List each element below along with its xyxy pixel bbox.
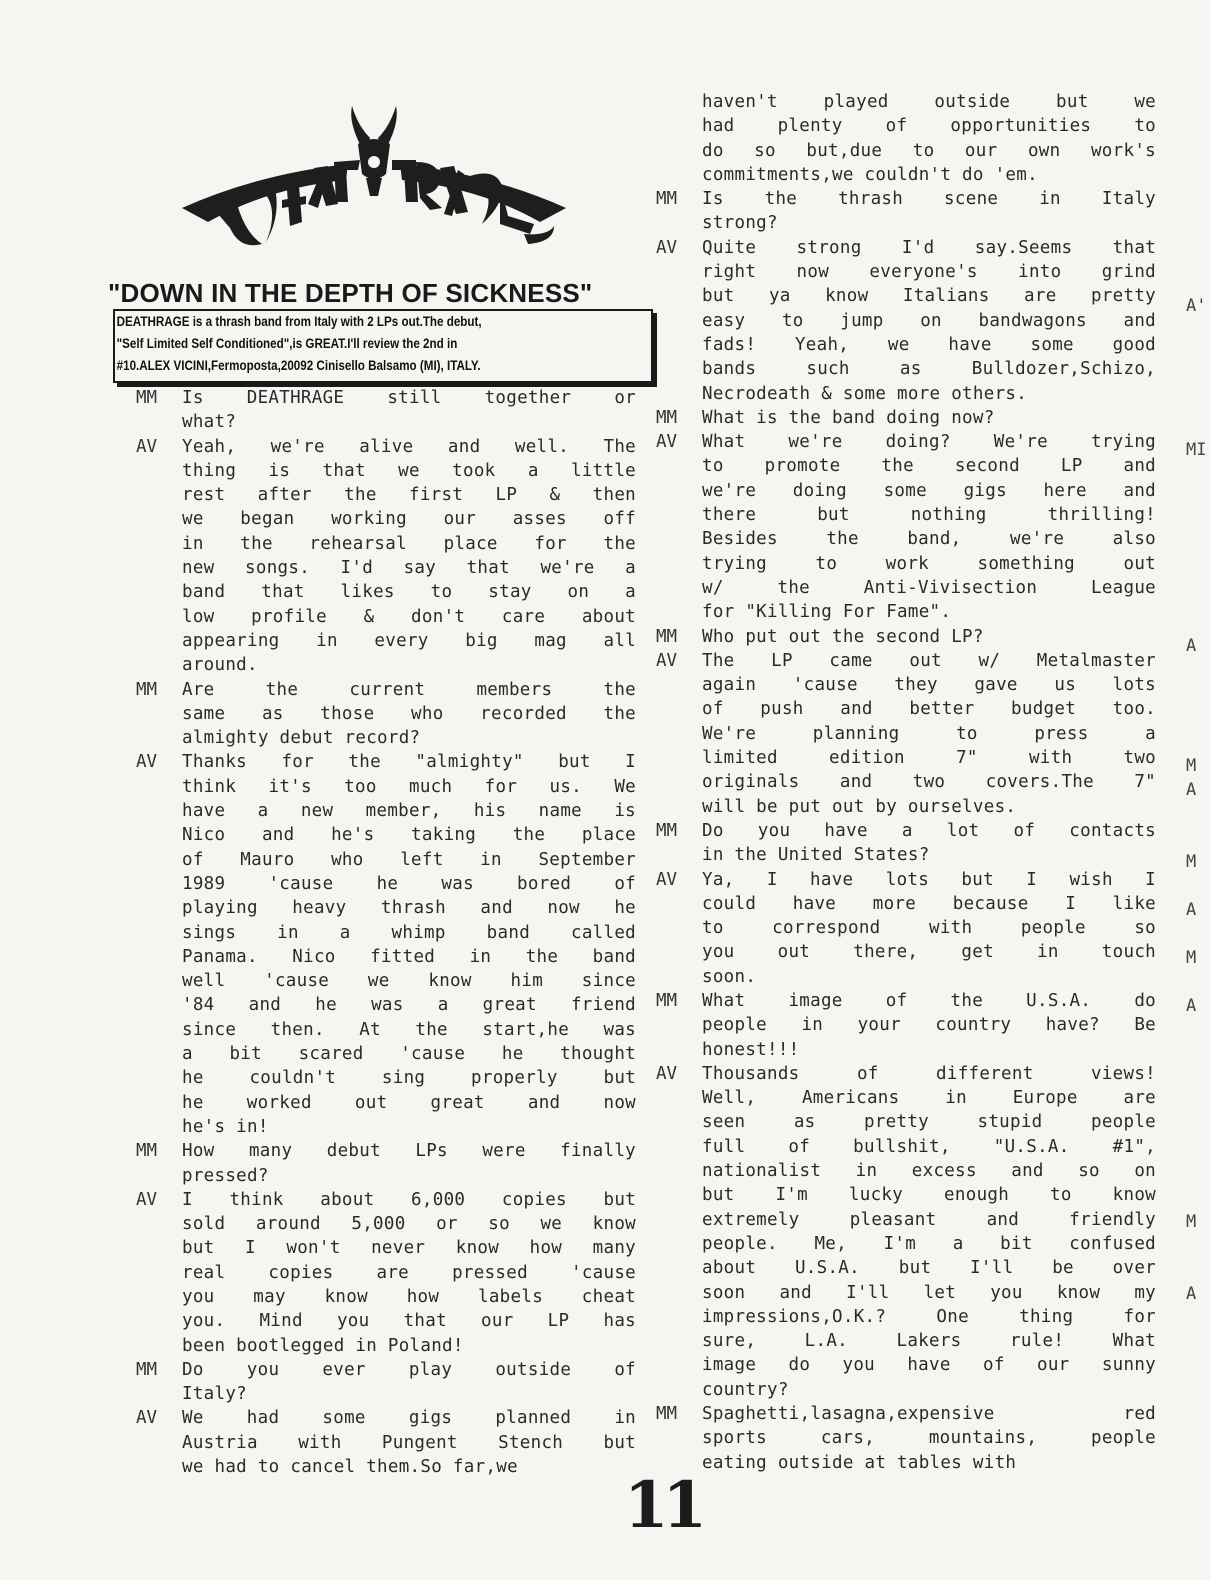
text-line: in the rehearsal place for the	[182, 533, 636, 554]
text-line: he's in!	[182, 1116, 269, 1137]
text-line: honest!!!	[702, 1039, 800, 1060]
text-line: easy to jump on bandwagons and	[702, 310, 1156, 331]
text-line: Do you ever play outside of	[182, 1359, 636, 1380]
speaker-label: AV	[136, 1408, 158, 1429]
text-line: could have more because I like	[702, 893, 1156, 914]
text-line: been bootlegged in Poland!	[182, 1335, 464, 1356]
text-line: '84 and he was a great friend	[182, 995, 636, 1016]
speaker-label: AV	[656, 237, 678, 258]
text-line: What is the band doing now?	[702, 407, 995, 428]
text-line: 1989 'cause he was bored of	[182, 873, 636, 894]
entry-text	[702, 406, 1156, 430]
edge-fragment: MI	[1186, 440, 1207, 460]
speaker-label: MM	[136, 388, 158, 408]
speaker-label: MM	[656, 407, 678, 428]
text-line: he worked out great and now	[182, 1092, 636, 1113]
text-line: trying to work something out	[702, 553, 1156, 574]
text-line: extremely pleasant and friendly	[702, 1209, 1156, 1230]
text-line: What we're doing? We're trying	[702, 432, 1156, 453]
entry-text	[182, 750, 636, 1139]
question-entry	[656, 406, 1156, 430]
text-line: Well, Americans in Europe are	[702, 1088, 1156, 1109]
entry-text	[702, 649, 1156, 819]
text-line: new songs. I'd say that we're a	[182, 558, 636, 579]
text-line: but I'm lucky enough to know	[702, 1185, 1156, 1206]
info-line: #10.ALEX VICINI,Fermoposta,20092 Cinisello Balsamo (MI), ITALY.	[116, 358, 481, 374]
answer-entry	[656, 236, 1156, 406]
entry-text	[702, 90, 1156, 187]
text-line: Nico and he's taking the place	[182, 825, 636, 846]
text-line: limited edition 7" with two	[702, 748, 1156, 769]
text-line: Do you have a lot of contacts	[702, 820, 1156, 841]
text-line: you out there, get in touch	[702, 942, 1156, 963]
page-number: 11	[624, 1468, 702, 1543]
speaker-label: MM	[656, 189, 678, 210]
text-line: we're doing some gigs here and	[702, 480, 1156, 501]
answer-entry	[656, 1062, 1156, 1402]
text-line: do so but,due to our own work's	[702, 140, 1156, 161]
question-entry	[656, 1402, 1156, 1475]
text-line: will be put out by ourselves.	[702, 796, 1017, 817]
text-line: Is DEATHRAGE still together or	[182, 388, 636, 408]
entry-text	[702, 236, 1156, 406]
speaker-label: MM	[136, 679, 158, 700]
text-line: strong?	[702, 213, 778, 234]
text-line: to correspond with people so	[702, 918, 1156, 939]
entry-text	[702, 187, 1156, 236]
answer-entry	[136, 750, 636, 1139]
question-entry	[656, 187, 1156, 236]
edge-fragment: A	[1186, 900, 1197, 920]
edge-fragment: M	[1186, 948, 1197, 968]
entry-text	[182, 386, 636, 435]
text-line: haven't played outside but we	[702, 92, 1156, 112]
text-line: sings in a whimp band called	[182, 922, 636, 943]
speaker-label: AV	[136, 752, 158, 773]
answer-entry	[656, 649, 1156, 819]
text-line: sports cars, mountains, people	[702, 1428, 1156, 1449]
text-line: Austria with Pungent Stench but	[182, 1432, 636, 1453]
text-line: well 'cause we know him since	[182, 971, 636, 992]
speaker-label: MM	[136, 1141, 158, 1162]
answer-entry	[656, 868, 1156, 989]
text-line: image do you have of our sunny	[702, 1355, 1156, 1376]
info-line: DEATHRAGE is a thrash band from Italy with 2 LPs out.The debut,	[116, 314, 482, 330]
text-line: rest after the first LP & then	[182, 485, 636, 506]
edge-fragment: A	[1186, 780, 1197, 800]
entry-text	[182, 435, 636, 678]
entry-text	[702, 625, 1156, 649]
text-line: think it's too much for us. We	[182, 776, 636, 797]
text-line: seen as pretty stupid people	[702, 1112, 1156, 1133]
deathrage-logo	[178, 104, 570, 274]
text-line: nationalist in excess and so on	[702, 1161, 1156, 1182]
text-line: around.	[182, 655, 258, 676]
text-line: we had to cancel them.So far,we	[182, 1457, 518, 1478]
entry-text	[182, 1188, 636, 1358]
text-line: We had some gigs planned in	[182, 1408, 636, 1429]
text-line: impressions,O.K.? One thing for	[702, 1306, 1156, 1327]
text-line: had plenty of opportunities to	[702, 116, 1156, 137]
answer-entry	[136, 435, 636, 678]
entry-text	[182, 1139, 636, 1188]
text-line: Thousands of different views!	[702, 1063, 1156, 1084]
question-entry	[136, 1358, 636, 1407]
edge-fragment: A	[1186, 636, 1197, 656]
speaker-label: MM	[656, 990, 678, 1011]
text-line: what?	[182, 412, 237, 433]
text-line: Quite strong I'd say.Seems that	[702, 237, 1156, 258]
info-line: "Self Limited Self Conditioned",is GREAT.I'll review the 2nd in	[116, 336, 458, 352]
text-line: almighty debut record?	[182, 728, 421, 749]
text-line: you may know how labels cheat	[182, 1286, 636, 1307]
text-line: Who put out the second LP?	[702, 626, 984, 647]
text-line: of Mauro who left in September	[182, 849, 636, 870]
text-line: but ya know Italians are pretty	[702, 286, 1156, 307]
entry-text	[702, 1402, 1156, 1475]
band-info-box	[113, 309, 653, 383]
text-line: Yeah, we're alive and well. The	[182, 436, 636, 457]
text-line: same as those who recorded the	[182, 703, 636, 724]
interview-right-column	[656, 90, 1156, 1475]
question-entry	[136, 386, 636, 435]
text-line: Is the thrash scene in Italy	[702, 189, 1156, 210]
text-line: eating outside at tables with	[702, 1452, 1017, 1473]
entry-text	[702, 1062, 1156, 1402]
text-line: thing is that we took a little	[182, 460, 636, 481]
text-line: Ya, I have lots but I wish I	[702, 869, 1156, 890]
answer-entry	[136, 1188, 636, 1358]
entry-text	[182, 1358, 636, 1407]
question-entry	[656, 819, 1156, 868]
text-line: Italy?	[182, 1384, 248, 1405]
question-entry	[656, 989, 1156, 1062]
text-line: people. Me, I'm a bit confused	[702, 1233, 1156, 1254]
text-line: Thanks for the "almighty" but I	[182, 752, 636, 773]
edge-fragment: M	[1186, 852, 1197, 872]
question-entry	[136, 1139, 636, 1188]
edge-fragment: A'	[1186, 296, 1207, 316]
text-line: you. Mind you that our LP has	[182, 1311, 636, 1332]
continued-answer	[656, 90, 1156, 187]
text-line: bands such as Bulldozer,Schizo,	[702, 359, 1156, 380]
text-line: again 'cause they gave us lots	[702, 675, 1156, 696]
text-line: soon.	[702, 966, 757, 987]
text-line: What image of the U.S.A. do	[702, 990, 1156, 1011]
text-line: of push and better budget too.	[702, 699, 1156, 720]
text-line: appearing in every big mag all	[182, 630, 636, 651]
text-line: band that likes to stay on a	[182, 582, 636, 603]
text-line: soon and I'll let you know my	[702, 1282, 1156, 1303]
speaker-label: AV	[656, 869, 678, 890]
text-line: for "Killing For Fame".	[702, 602, 952, 623]
speaker-label: AV	[656, 1063, 678, 1084]
text-line: people in your country have? Be	[702, 1015, 1156, 1036]
text-line: sure, L.A. Lakers rule! What	[702, 1331, 1156, 1352]
text-line: since then. At the start,he was	[182, 1019, 636, 1040]
text-line: w/ the Anti-Vivisection League	[702, 577, 1156, 598]
text-line: in the United States?	[702, 845, 930, 866]
edge-fragment: M	[1186, 756, 1197, 776]
entry-text	[702, 989, 1156, 1062]
text-line: We're planning to press a	[702, 723, 1156, 744]
edge-fragment: M	[1186, 1212, 1197, 1232]
text-line: country?	[702, 1379, 789, 1400]
interview-left-column	[136, 386, 636, 1479]
question-entry	[136, 678, 636, 751]
answer-entry	[656, 430, 1156, 624]
speaker-label: MM	[656, 1404, 678, 1425]
text-line: pressed?	[182, 1165, 269, 1186]
text-line: he couldn't sing properly but	[182, 1068, 636, 1089]
text-line: a bit scared 'cause he thought	[182, 1044, 636, 1065]
text-line: Besides the band, we're also	[702, 529, 1156, 550]
text-line: Are the current members the	[182, 679, 636, 700]
speaker-label: AV	[136, 1189, 158, 1210]
text-line: have a new member, his name is	[182, 801, 636, 822]
speaker-label: MM	[656, 820, 678, 841]
text-line: commitments,we couldn't do 'em.	[702, 164, 1038, 185]
text-line: about U.S.A. but I'll be over	[702, 1258, 1156, 1279]
text-line: playing heavy thrash and now he	[182, 898, 636, 919]
edge-fragment: A	[1186, 1284, 1197, 1304]
text-line: but I won't never know how many	[182, 1238, 636, 1259]
edge-fragment: A	[1186, 996, 1197, 1016]
entry-text	[702, 868, 1156, 989]
text-line: real copies are pressed 'cause	[182, 1262, 636, 1283]
entry-text	[702, 430, 1156, 624]
text-line: Necrodeath & some more others.	[702, 383, 1028, 404]
entry-text	[702, 819, 1156, 868]
text-line: to promote the second LP and	[702, 456, 1156, 477]
speaker-label: MM	[136, 1359, 158, 1380]
text-line: fads! Yeah, we have some good	[702, 334, 1156, 355]
text-line: low profile & don't care about	[182, 606, 636, 627]
speaker-label	[656, 90, 702, 187]
text-line: right now everyone's into grind	[702, 262, 1156, 283]
question-entry	[656, 625, 1156, 649]
speaker-label: AV	[656, 650, 678, 671]
text-line: there but nothing thrilling!	[702, 505, 1156, 526]
text-line: I think about 6,000 copies but	[182, 1189, 636, 1210]
text-line: full of bullshit, "U.S.A. #1",	[702, 1136, 1156, 1157]
text-line: Panama. Nico fitted in the band	[182, 946, 636, 967]
text-line: sold around 5,000 or so we know	[182, 1214, 636, 1235]
text-line: originals and two covers.The 7"	[702, 772, 1156, 793]
answer-entry	[136, 1406, 636, 1479]
text-line: Spaghetti,lasagna,expensive red	[702, 1404, 1156, 1425]
speaker-label: MM	[656, 626, 678, 647]
text-line: we began working our asses off	[182, 509, 636, 530]
entry-text	[182, 1406, 636, 1479]
text-line: The LP came out w/ Metalmaster	[702, 650, 1156, 671]
article-headline: "DOWN IN THE DEPTH OF SICKNESS"	[108, 278, 593, 308]
speaker-label: AV	[656, 432, 678, 453]
text-line: How many debut LPs were finally	[182, 1141, 636, 1162]
speaker-label: AV	[136, 436, 158, 457]
entry-text	[182, 678, 636, 751]
